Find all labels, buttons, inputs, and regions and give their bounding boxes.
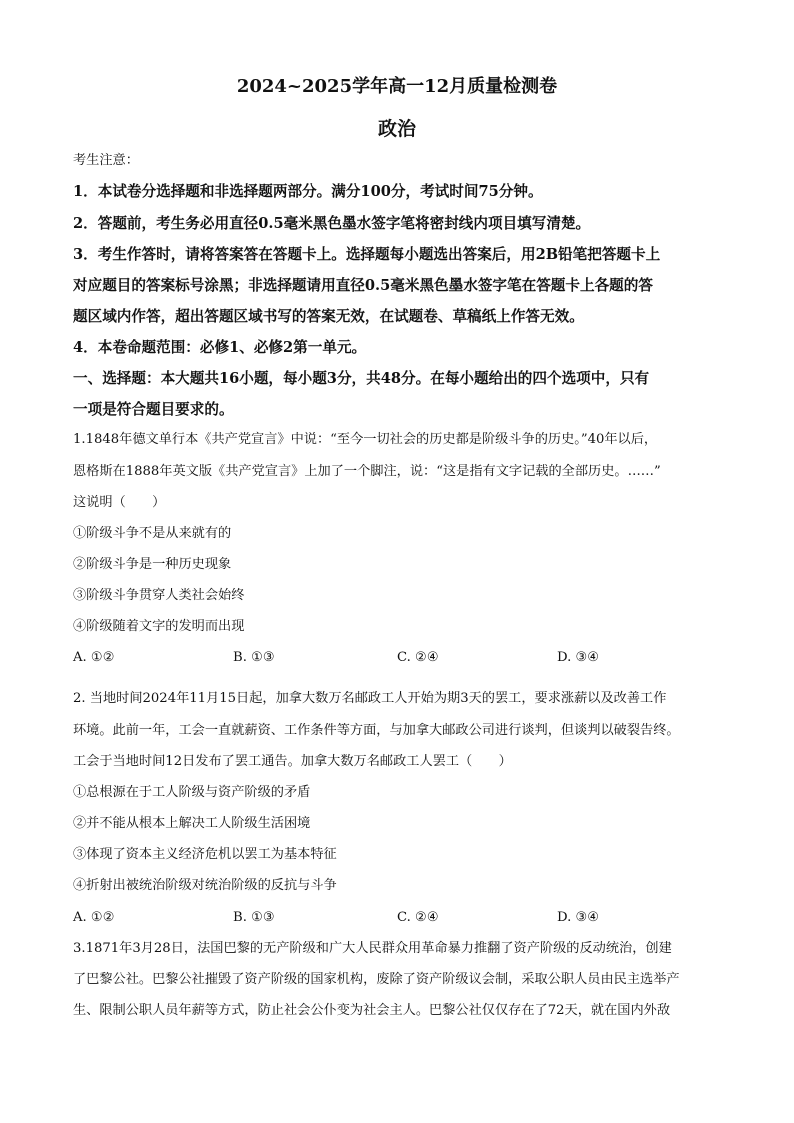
notice-item: 3．考生作答时，请将答案答在答题卡上。选择题每小题选出答案后，用2B铅笔把答题卡上 [73, 246, 661, 263]
notice-item: 2．答题前，考生务必用直径0.5毫米黑色墨水签字笔将密封线内项目填写清楚。 [73, 215, 591, 232]
notice-heading: 考生注意： [73, 153, 139, 168]
question-2-statement: ①总根源在于工人阶级与资产阶级的矛盾 [73, 785, 311, 800]
question-2-option-b: B. ①③ [233, 910, 275, 925]
question-1-stem: 这说明（ ） [73, 495, 166, 510]
question-1-stem: 1.1848年德文单行本《共产党宣言》中说：“至今一切社会的历史都是阶级斗争的历史。”40年以后， [73, 432, 658, 447]
question-2-stem: 环境。此前一年，工会一直就薪资、工作条件等方面，与加拿大邮政公司进行谈判，但谈判以破裂告终。 [73, 723, 680, 738]
question-1-statement: ④阶级随着文字的发明而出现 [73, 619, 245, 634]
question-1-option-d: D. ③④ [557, 650, 600, 665]
section-instructions: 一项是符合题目要求的。 [73, 401, 234, 418]
question-1-option-b: B. ①③ [233, 650, 275, 665]
question-1-stem: 恩格斯在1888年英文版《共产党宣言》上加了一个脚注，说：“这是指有文字记载的全部历史。……” [73, 464, 661, 479]
notice-item: 对应题目的答案标号涂黑；非选择题请用直径0.5毫米黑色墨水签字笔在答题卡上各题的答 [73, 277, 653, 294]
exam-title: 2024~2025学年高一12月质量检测卷 [236, 76, 558, 97]
question-3-stem: 生、限制公职人员年薪等方式，防止社会公仆变为社会主人。巴黎公社仅仅存在了72天，就在国内外敌 [73, 1003, 671, 1018]
question-1-statement: ①阶级斗争不是从来就有的 [73, 526, 232, 541]
notice-item: 4．本卷命题范围：必修1、必修2第一单元。 [73, 339, 367, 356]
question-1-statement: ③阶级斗争贯穿人类社会始终 [73, 588, 245, 603]
question-1-option-c: C. ②④ [397, 650, 439, 665]
question-2-option-c: C. ②④ [397, 910, 439, 925]
question-2-statement: ②并不能从根本上解决工人阶级生活困境 [73, 816, 311, 831]
question-3-stem: 3.1871年3月28日，法国巴黎的无产阶级和广大人民群众用革命暴力推翻了资产阶级的反动统治，创建 [73, 941, 672, 956]
question-2-statement: ④折射出被统治阶级对统治阶级的反抗与斗争 [73, 878, 337, 893]
question-1-option-a: A. ①② [73, 650, 115, 665]
section-instructions: 一、选择题：本大题共16小题，每小题3分，共48分。在每小题给出的四个选项中，只有 [73, 370, 650, 387]
notice-item: 题区域内作答，超出答题区域书写的答案无效，在试题卷、草稿纸上作答无效。 [73, 308, 584, 325]
question-2-statement: ③体现了资本主义经济危机以罢工为基本特征 [73, 847, 337, 862]
question-2-stem: 工会于当地时间12日发布了罢工通告。加拿大数万名邮政工人罢工（ ） [73, 754, 512, 769]
question-2-option-a: A. ①② [73, 910, 115, 925]
question-3-stem: 了巴黎公社。巴黎公社摧毁了资产阶级的国家机构，废除了资产阶级议会制，采取公职人员由民主选举产 [73, 972, 680, 987]
subject-title: 政治 [377, 118, 416, 140]
question-1-statement: ②阶级斗争是一种历史现象 [73, 557, 232, 572]
question-2-option-d: D. ③④ [557, 910, 600, 925]
question-2-stem: 2. 当地时间2024年11月15日起，加拿大数万名邮政工人开始为期3天的罢工，要求涨薪以及改善工作 [73, 691, 667, 706]
notice-item: 1．本试卷分选择题和非选择题两部分。满分100分，考试时间75分钟。 [73, 183, 543, 200]
